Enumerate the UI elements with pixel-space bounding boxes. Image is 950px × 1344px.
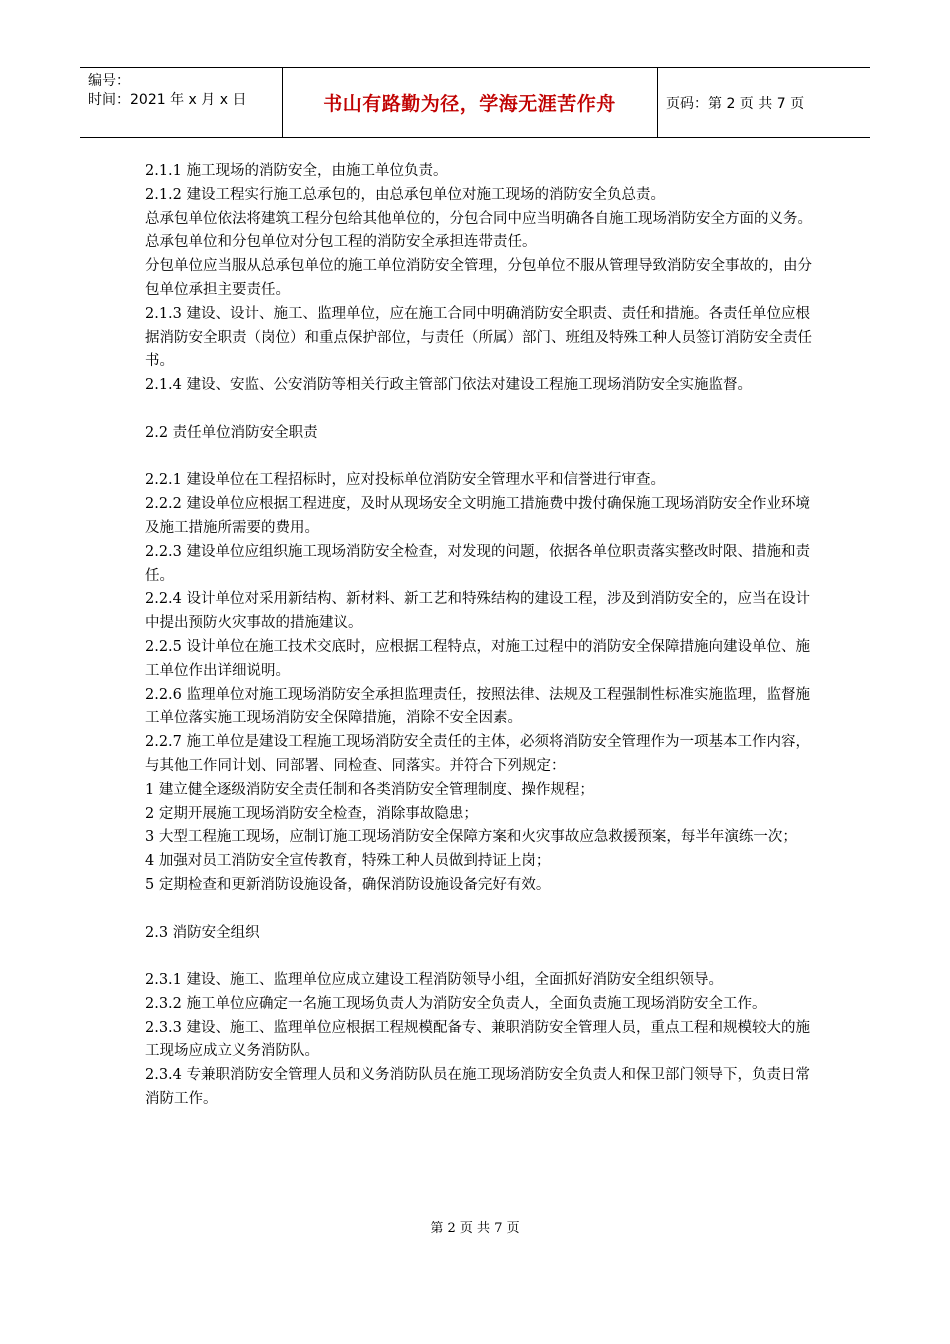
paragraph: 2.2 责任单位消防安全职责 — [145, 424, 318, 441]
paragraph: 2.2.5 设计单位在施工技术交底时，应根据工程特点，对施工过程中的消防安全保障措施向建设单位、施工单位作出详细说明。 — [145, 638, 810, 679]
paragraph: 1 建立健全逐级消防安全责任制和各类消防安全管理制度、操作规程； — [145, 781, 594, 798]
date-label: 时间：2021 年 x 月 x 日 — [88, 92, 247, 108]
paragraph: 分包单位应当服从总承包单位的施工单位消防安全管理，分包单位不服从管理导致消防安全事故的，由分包单位承担主要责任。 — [145, 258, 812, 298]
paragraph: 2.3.1 建设、施工、监理单位应成立建设工程消防领导小组，全面抓好消防安全组织领导。 — [145, 972, 723, 989]
paragraph: 2.3 消防安全组织 — [145, 924, 260, 941]
paragraph: 2.1.3 建设、设计、施工、监理单位，应在施工合同中明确消防安全职责、责任和措施。各责任单位应根据消防安全职责（岗位）和重点保护部位，与责任（所属）部门、班组及特殊工种人员签订消防安全责任书。 — [145, 305, 812, 370]
paragraph: 总承包单位依法将建筑工程分包给其他单位的，分包合同中应当明确各自施工现场消防安全方面的义务。总承包单位和分包单位对分包工程的消防安全承担连带责任。 — [145, 210, 812, 251]
paragraph: 2.2.7 施工单位是建设工程施工现场消防安全责任的主体，必须将消防安全管理作为一项基本工作内容，与其他工作同计划、同部署、同检查、同落实。并符合下列规定： — [145, 734, 810, 774]
paragraph: 2.3.2 施工单位应确定一名施工现场负责人为消防安全负责人，全面负责施工现场消防安全工作。 — [145, 995, 767, 1012]
header-motto: 书山有路勤为径，学海无涯苦作舟 — [323, 93, 616, 115]
header-divider-right — [657, 68, 658, 137]
document-number-label: 编号： — [88, 73, 130, 89]
blank-line — [145, 446, 813, 470]
paragraph: 3 大型工程施工现场，应制订施工现场消防安全保障方案和火灾事故应急救援预案，每半年演练一次； — [145, 829, 797, 846]
blank-line — [145, 898, 813, 922]
paragraph: 2.2.3 建设单位应组织施工现场消防安全检查，对发现的问题，依据各单位职责落实整改时限、措施和责任。 — [145, 543, 810, 584]
paragraph: 2.2.6 监理单位对施工现场消防安全承担监理责任，按照法律、法规及工程强制性标准实施监理，监督施工单位落实施工现场消防安全保障措施，消除不安全因素。 — [145, 686, 810, 727]
paragraph: 5 定期检查和更新消防设施设备，确保消防设施设备完好有效。 — [145, 876, 551, 893]
paragraph: 2.3.3 建设、施工、监理单位应根据工程规模配备专、兼职消防安全管理人员，重点工程和规模较大的施工现场应成立义务消防队。 — [145, 1019, 810, 1060]
paragraph: 2.2.2 建设单位应根据工程进度，及时从现场安全文明施工措施费中拨付确保施工现场消防安全作业环境及施工措施所需要的费用。 — [145, 496, 810, 536]
header-page-number: 页码：第 2 页 共 7 页 — [666, 95, 805, 112]
paragraph: 4 加强对员工消防安全宣传教育，特殊工种人员做到持证上岗； — [145, 853, 551, 870]
header-meta — [88, 72, 246, 110]
paragraph: 2.1.4 建设、安监、公安消防等相关行政主管部门依法对建设工程施工现场消防安全实施监督。 — [145, 377, 752, 394]
paragraph: 2.3.4 专兼职消防安全管理人员和义务消防队员在施工现场消防安全负责人和保卫部门领导下，负责日常消防工作。 — [145, 1067, 810, 1108]
paragraph: 2.2.4 设计单位对采用新结构、新材料、新工艺和特殊结构的建设工程，涉及到消防安全的，应当在设计中提出预防火灾事故的措施建议。 — [145, 591, 810, 632]
page-header — [80, 67, 870, 138]
page-footer: 第 2 页 共 7 页 — [430, 1221, 520, 1236]
paragraph: 2.1.2 建设工程实行施工总承包的，由总承包单位对施工现场的消防安全负总责。 — [145, 186, 666, 203]
paragraph: 2.1.1 施工现场的消防安全，由施工单位负责。 — [145, 163, 448, 179]
blank-line — [145, 398, 813, 422]
paragraph: 2.2.1 建设单位在工程招标时，应对投标单位消防安全管理水平和信誉进行审查。 — [145, 472, 666, 489]
paragraph: 2 定期开展施工现场消防安全检查，消除事故隐患； — [145, 805, 478, 822]
document-body — [145, 160, 813, 1112]
blank-line — [145, 945, 813, 969]
